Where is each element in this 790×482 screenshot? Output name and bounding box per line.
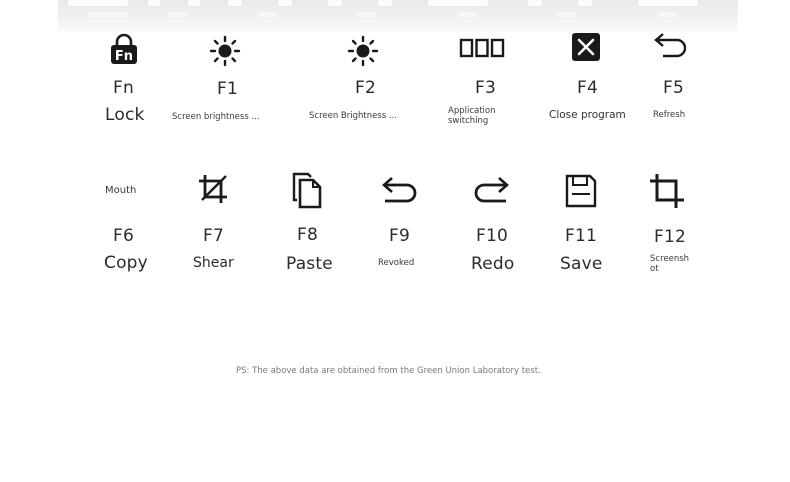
strip-highlight <box>378 0 392 6</box>
close-box-icon <box>571 32 601 62</box>
key-name: F12 <box>654 227 687 247</box>
key-name: Fn <box>113 78 134 98</box>
key-function-label: Screen brightness ... <box>172 112 260 122</box>
key-function-label-line1: Screensh <box>650 254 690 264</box>
crop-icon <box>648 172 686 210</box>
key-function-label: Lock <box>105 105 145 125</box>
paste-icon <box>291 172 323 210</box>
strip-highlight <box>528 0 542 6</box>
strip-highlight <box>258 12 276 17</box>
key-function-label: Screen Brightness ... <box>309 111 398 121</box>
key-function-label: Redo <box>471 254 515 274</box>
key-name: F1 <box>217 79 238 99</box>
refresh-icon <box>653 32 689 60</box>
strip-highlight <box>358 12 376 17</box>
key-function-label: Save <box>560 254 603 274</box>
key-name: F4 <box>577 78 598 98</box>
undo-icon <box>381 175 419 205</box>
brightness-icon <box>347 35 379 67</box>
top-decorative-strip <box>58 0 738 32</box>
key-name: F5 <box>663 78 684 98</box>
svg-text:Fn: Fn <box>114 49 134 64</box>
key-name: F7 <box>203 226 224 246</box>
key-name: F10 <box>476 226 509 246</box>
strip-highlight <box>188 0 200 6</box>
strip-highlight <box>558 12 576 17</box>
key-function-label: Copy <box>104 253 148 273</box>
key-function-label-line1: Application <box>448 106 496 116</box>
key-function-label-line2: switching <box>448 116 489 126</box>
key-name: F8 <box>297 225 318 245</box>
key-function-label: Shear <box>193 255 234 271</box>
strip-highlight <box>168 12 186 17</box>
key-top-label: Mouth <box>105 185 137 196</box>
key-name: F2 <box>355 78 376 98</box>
strip-highlight <box>428 0 488 6</box>
key-function-label: Revoked <box>378 258 415 268</box>
save-icon <box>565 174 597 208</box>
crop-off-icon <box>196 172 230 206</box>
strip-highlight <box>228 0 242 6</box>
footnote: PS: The above data are obtained from the Green Union Laboratory test. <box>236 366 541 376</box>
app-switch-icon <box>459 38 505 58</box>
strip-highlight <box>578 0 592 6</box>
redo-icon <box>472 175 510 205</box>
strip-highlight <box>68 0 128 6</box>
key-name: F11 <box>565 226 598 246</box>
key-name: F6 <box>113 226 134 246</box>
key-name: F9 <box>389 226 410 246</box>
fn-lock-icon <box>109 33 139 65</box>
key-function-label: Close program <box>549 109 626 121</box>
strip-highlight <box>278 0 292 6</box>
key-function-label-line2: ot <box>650 264 659 274</box>
strip-highlight <box>328 0 342 6</box>
strip-highlight <box>658 12 676 17</box>
key-name: F3 <box>475 78 496 98</box>
strip-highlight <box>148 0 160 6</box>
brightness-icon <box>209 35 241 67</box>
key-function-label: Paste <box>286 254 333 274</box>
key-function-label: Refresh <box>653 110 686 120</box>
strip-highlight <box>88 12 128 17</box>
strip-highlight <box>458 12 476 17</box>
strip-highlight <box>638 0 698 6</box>
